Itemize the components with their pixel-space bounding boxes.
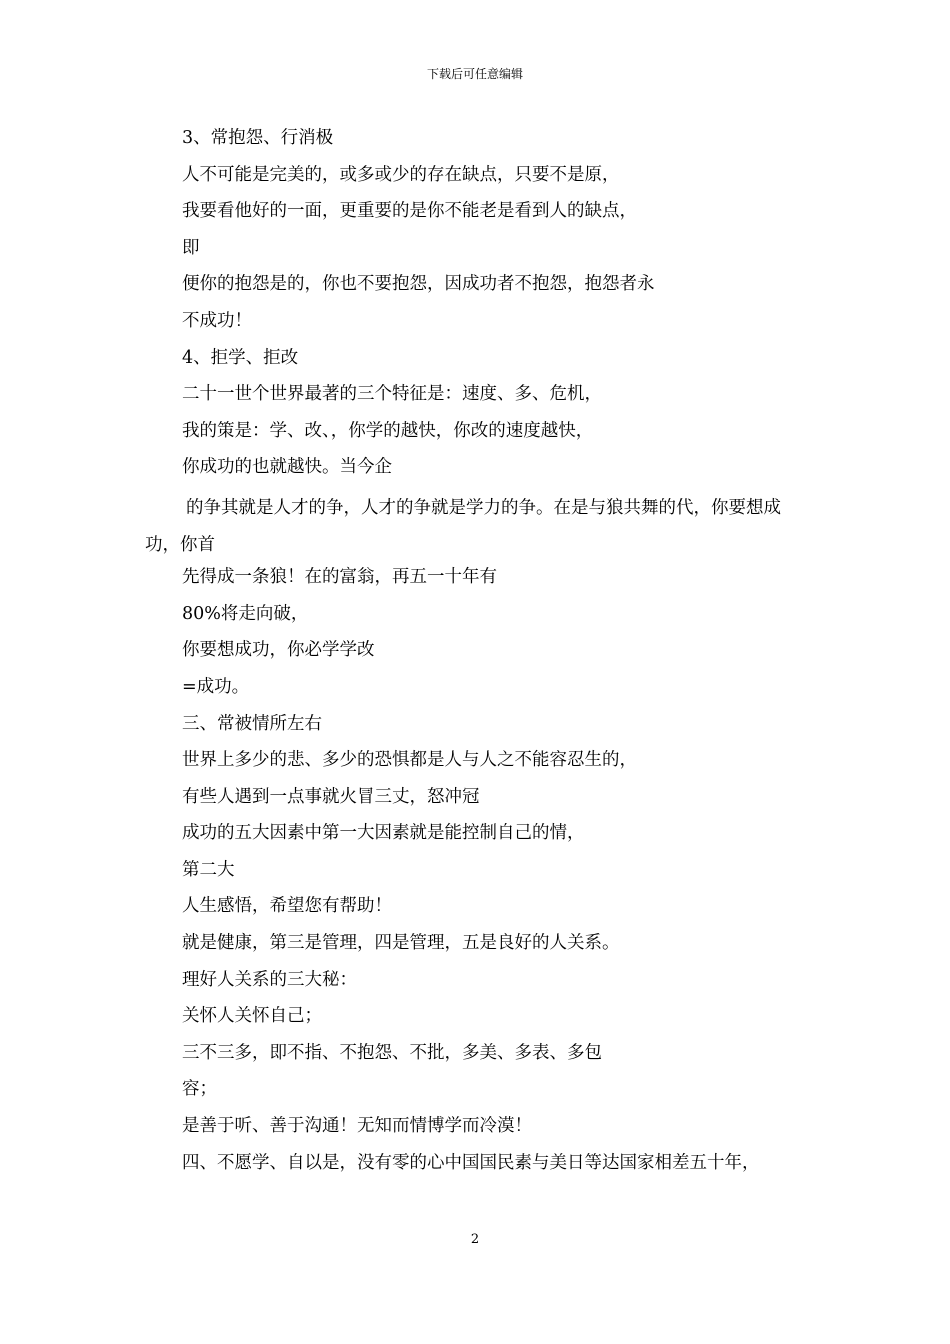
text-line: 先得成一条狼！在的富翁，再五一十年有: [182, 567, 497, 588]
text-line: 三、常被情所左右: [182, 713, 322, 734]
text-line: 理好人关系的三大秘：: [182, 969, 357, 990]
text-line: 是善于听、善于沟通！无知而情博学而冷漠！: [182, 1116, 532, 1137]
text-line: 人不可能是完美的，或多或少的存在缺点，只要不是原，: [182, 164, 620, 185]
text-line: 不成功！: [182, 310, 252, 331]
text-line: 4、拒学、拒改: [182, 347, 299, 368]
text-line: 便你的抱怨是的，你也不要抱怨，因成功者不抱怨，抱怨者永: [182, 274, 655, 295]
text-line: 容；: [182, 1079, 217, 1100]
text-paragraph-wrapped: 的争其就是人才的争，人才的争就是学力的争。在是与狼共舞的代，你要想成功，你首: [145, 497, 781, 555]
text-line: 世界上多少的悲、多少的恐惧都是人与人之不能容忍生的，: [182, 750, 637, 771]
text-line: 二十一世个世界最著的三个特征是：速度、多、危机，: [182, 384, 602, 405]
page-header: 下载后可任意编辑: [426, 67, 523, 81]
text-line: 关怀人关怀自己；: [182, 1006, 322, 1027]
text-line: =成功。: [182, 676, 250, 697]
text-line: 三不三多，即不指、不抱怨、不批，多美、多表、多包: [182, 1042, 602, 1063]
text-line: 成功的五大因素中第一大因素就是能控制自己的情，: [182, 823, 585, 844]
text-line: 我要看他好的一面，更重要的是你不能老是看到人的缺点，: [182, 201, 637, 222]
text-line: 有些人遇到一点事就火冒三丈，怒冲冠: [182, 786, 480, 807]
text-line: 四、不愿学、自以是，没有零的心中国国民素与美日等达国家相差五十年，: [182, 1152, 760, 1173]
text-line: 就是健康，第三是管理，四是管理，五是良好的人关系。: [182, 933, 620, 954]
text-line: 你要想成功，你必学学改: [182, 640, 375, 661]
text-line: 我的策是：学、改、，你学的越快，你改的速度越快，: [182, 420, 594, 441]
text-line: 人生感悟，希望您有帮助！: [182, 896, 392, 917]
text-line: 第二大: [182, 859, 235, 880]
text-line: 即: [182, 237, 200, 258]
text-line: 你成功的也就越快。当今企: [182, 457, 392, 478]
text-line: 80%将走向破，: [182, 603, 309, 624]
text-line: 3、常抱怨、行消极: [182, 128, 334, 148]
document-body: [145, 124, 815, 1185]
page-number: 2: [470, 1232, 480, 1247]
